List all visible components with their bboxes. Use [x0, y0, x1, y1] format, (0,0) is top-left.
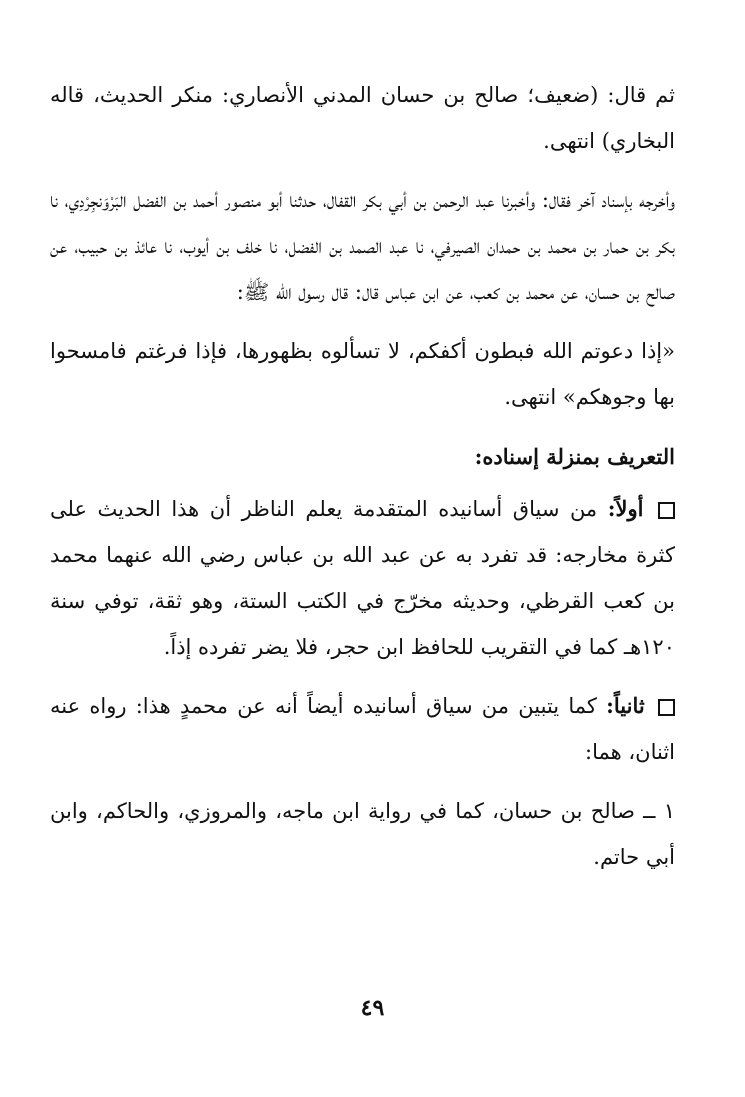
point-1-text: من سياق أسانيده المتقدمة يعلم الناظر أن هذا الحديث على كثرة مخارجه: قد تفرد به عن عبد الله بن عباس رضي الله عنهما محمد بن كعب القرظي، وحديثه مخرّج في الكتب الستة، وهو ثقة، توفي سنة ١٢٠هـ كما في التقريب للحافظ ابن حجر، فلا يضر تفرده إذاً. — [50, 497, 675, 659]
paragraph-1: ثم قال: (ضعيف؛ صالح بن حسان المدني الأنصاري: منكر الحديث، قاله البخاري) انتهى. — [50, 83, 675, 153]
list-item-1: ١ ــ صالح بن حسان، كما في رواية ابن ماجه، والمروزي، والحاكم، وابن أبي حاتم. — [50, 799, 675, 869]
point-1-label: أولاً: — [607, 496, 644, 521]
square-bullet-icon — [658, 502, 675, 519]
square-bullet-icon — [658, 699, 675, 716]
paragraph-2: وأخرجه بإسناد آخر فقال: وأخبرنا عبد الرحمن بن أبي بكر القفال، حدثنا أبو منصور أحمد بن الفضل البَرْوَنجِرْدِي، نا بكر بن حمار بن محمد بن حمدان الصيرفي، نا عبد الصمد بن الفضل، نا خلف بن أيوب، نا عائذ بن حبيب، عن صالح بن حسان، عن محمد بن كعب، عن ابن عباس قال: قال رسول الله ﷺ: — [50, 188, 675, 304]
section-heading: التعريف بمنزلة إسناده: — [474, 444, 675, 469]
point-2-label: ثانياً: — [606, 693, 645, 718]
point-1 — [50, 486, 675, 670]
point-2-text: كما يتبين من سياق أسانيده أيضاً أنه عن محمدٍ هذا: رواه عنه اثنان، هما: — [50, 694, 675, 764]
hadith-quote: «إذا دعوتم الله فبطون أكفكم، لا تسألوه بظهورها، فإذا فرغتم فامسحوا بها وجوهكم» انتهى. — [50, 339, 675, 409]
point-2 — [50, 683, 675, 775]
page-number: ٤٩ — [360, 995, 385, 1021]
